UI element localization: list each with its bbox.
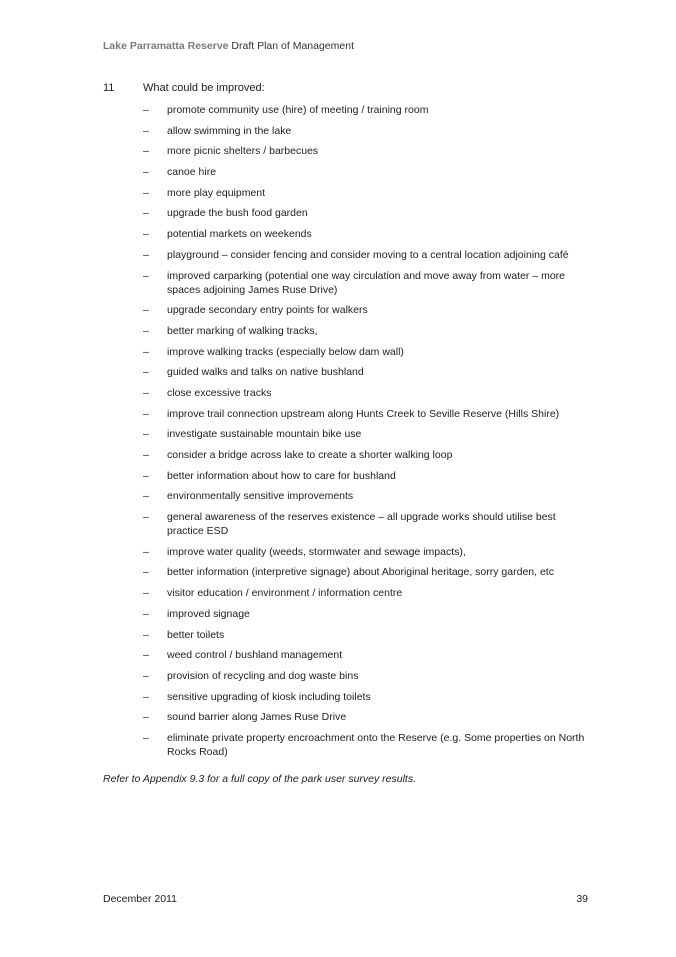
list-item bbox=[143, 469, 593, 483]
dash-bullet: – bbox=[143, 587, 149, 600]
dash-bullet: – bbox=[143, 711, 149, 724]
list-item bbox=[143, 365, 593, 379]
list-item bbox=[143, 427, 593, 441]
header-title-rest: Draft Plan of Management bbox=[228, 40, 354, 52]
list-item-text: better toilets bbox=[167, 628, 225, 641]
list-item bbox=[143, 206, 593, 220]
dash-bullet: – bbox=[143, 649, 149, 662]
dash-bullet: – bbox=[143, 186, 149, 199]
list-item-text: visitor education / environment / information centre bbox=[167, 587, 403, 600]
list-item bbox=[143, 248, 593, 262]
list-item bbox=[143, 731, 593, 759]
list-item-text: general awareness of the reserves existence – all upgrade works should utilise best practice ESD bbox=[167, 511, 556, 538]
list-item bbox=[143, 269, 593, 297]
header-title-bold: Lake Parramatta Reserve bbox=[103, 40, 229, 52]
list-item bbox=[143, 648, 593, 662]
list-item bbox=[143, 586, 593, 600]
list-item bbox=[143, 489, 593, 503]
dash-bullet: – bbox=[143, 104, 149, 116]
dash-bullet: – bbox=[143, 228, 149, 241]
list-item bbox=[143, 227, 593, 241]
list-item-text: improved carparking (potential one way circulation and move away from water – more spaces adjoining James Ruse Drive) bbox=[167, 269, 566, 296]
dash-bullet: – bbox=[143, 511, 149, 524]
question-number: 11 bbox=[103, 82, 115, 94]
list-item-text: canoe hire bbox=[167, 166, 217, 179]
dash-bullet: – bbox=[143, 407, 149, 420]
dash-bullet: – bbox=[143, 269, 149, 282]
dash-bullet: – bbox=[143, 366, 149, 379]
list-item bbox=[143, 165, 593, 179]
list-item bbox=[143, 303, 593, 317]
list-item-text: consider a bridge across lake to create a shorter walking loop bbox=[167, 449, 453, 461]
list-item bbox=[143, 510, 593, 538]
dash-bullet: – bbox=[143, 324, 149, 337]
list-item bbox=[143, 607, 593, 621]
list-item bbox=[143, 386, 593, 400]
question-text: What could be improved: bbox=[143, 82, 265, 94]
dash-bullet: – bbox=[143, 469, 149, 482]
list-item-text: weed control / bushland management bbox=[167, 649, 343, 662]
list-item-text: better marking of walking tracks, bbox=[167, 324, 318, 337]
list-item-text: close excessive tracks bbox=[167, 386, 272, 399]
list-item bbox=[143, 710, 593, 724]
list-item bbox=[143, 103, 593, 117]
list-item-text: upgrade the bush food garden bbox=[167, 207, 308, 220]
footer-page-number: 39 bbox=[576, 893, 588, 905]
list-item bbox=[143, 628, 593, 642]
appendix-reference-note: Refer to Appendix 9.3 for a full copy of the park user survey results. bbox=[103, 773, 417, 785]
list-item bbox=[143, 690, 593, 704]
dash-bullet: – bbox=[143, 166, 149, 179]
list-item-text: sensitive upgrading of kiosk including toilets bbox=[167, 690, 371, 703]
list-item-text: promote community use (hire) of meeting / training room bbox=[167, 104, 429, 116]
list-item-text: improve walking tracks (especially below dam wall) bbox=[167, 345, 404, 358]
dash-bullet: – bbox=[143, 386, 149, 399]
list-item-text: environmentally sensitive improvements bbox=[167, 490, 354, 503]
dash-bullet: – bbox=[143, 248, 149, 261]
list-item-text: more picnic shelters / barbecues bbox=[167, 145, 319, 158]
list-item bbox=[143, 144, 593, 158]
list-item-text: upgrade secondary entry points for walkers bbox=[167, 304, 368, 317]
list-item-text: more play equipment bbox=[167, 186, 266, 199]
list-item-text: better information (interpretive signage) about Aboriginal heritage, sorry garden, etc bbox=[167, 566, 554, 579]
list-item bbox=[143, 565, 593, 579]
list-item-text: guided walks and talks on native bushland bbox=[167, 366, 364, 379]
list-item bbox=[143, 324, 593, 338]
list-item-text: provision of recycling and dog waste bins bbox=[167, 669, 359, 682]
dash-bullet: – bbox=[143, 207, 149, 220]
dash-bullet: – bbox=[143, 545, 149, 558]
list-item bbox=[143, 407, 593, 421]
list-item-text: playground – consider fencing and consider moving to a central location adjoining café bbox=[167, 248, 569, 261]
list-item-text: allow swimming in the lake bbox=[167, 124, 292, 137]
dash-bullet: – bbox=[143, 490, 149, 503]
dash-bullet: – bbox=[143, 669, 149, 682]
list-item bbox=[143, 448, 593, 462]
improvements-list bbox=[143, 103, 593, 766]
list-item-text: potential markets on weekends bbox=[167, 228, 312, 241]
dash-bullet: – bbox=[143, 145, 149, 158]
dash-bullet: – bbox=[143, 628, 149, 641]
dash-bullet: – bbox=[143, 304, 149, 317]
dash-bullet: – bbox=[143, 449, 149, 461]
list-item-text: better information about how to care for bushland bbox=[167, 469, 396, 482]
list-item-text: investigate sustainable mountain bike use bbox=[167, 428, 362, 441]
running-header bbox=[103, 40, 354, 52]
list-item bbox=[143, 124, 593, 138]
dash-bullet: – bbox=[143, 566, 149, 579]
dash-bullet: – bbox=[143, 731, 149, 744]
list-item-text: improve water quality (weeds, stormwater and sewage impacts), bbox=[167, 545, 466, 558]
dash-bullet: – bbox=[143, 607, 149, 620]
footer-date: December 2011 bbox=[103, 893, 177, 905]
dash-bullet: – bbox=[143, 345, 149, 358]
list-item bbox=[143, 669, 593, 683]
dash-bullet: – bbox=[143, 124, 149, 137]
list-item-text: improved signage bbox=[167, 607, 250, 620]
list-item bbox=[143, 186, 593, 200]
list-item-text: improve trail connection upstream along Hunts Creek to Seville Reserve (Hills Shire) bbox=[167, 407, 560, 420]
dash-bullet: – bbox=[143, 690, 149, 703]
list-item-text: sound barrier along James Ruse Drive bbox=[167, 711, 347, 724]
list-item bbox=[143, 345, 593, 359]
dash-bullet: – bbox=[143, 428, 149, 441]
list-item bbox=[143, 545, 593, 559]
list-item-text: eliminate private property encroachment onto the Reserve (e.g. Some properties on North Rocks Road) bbox=[167, 731, 585, 758]
